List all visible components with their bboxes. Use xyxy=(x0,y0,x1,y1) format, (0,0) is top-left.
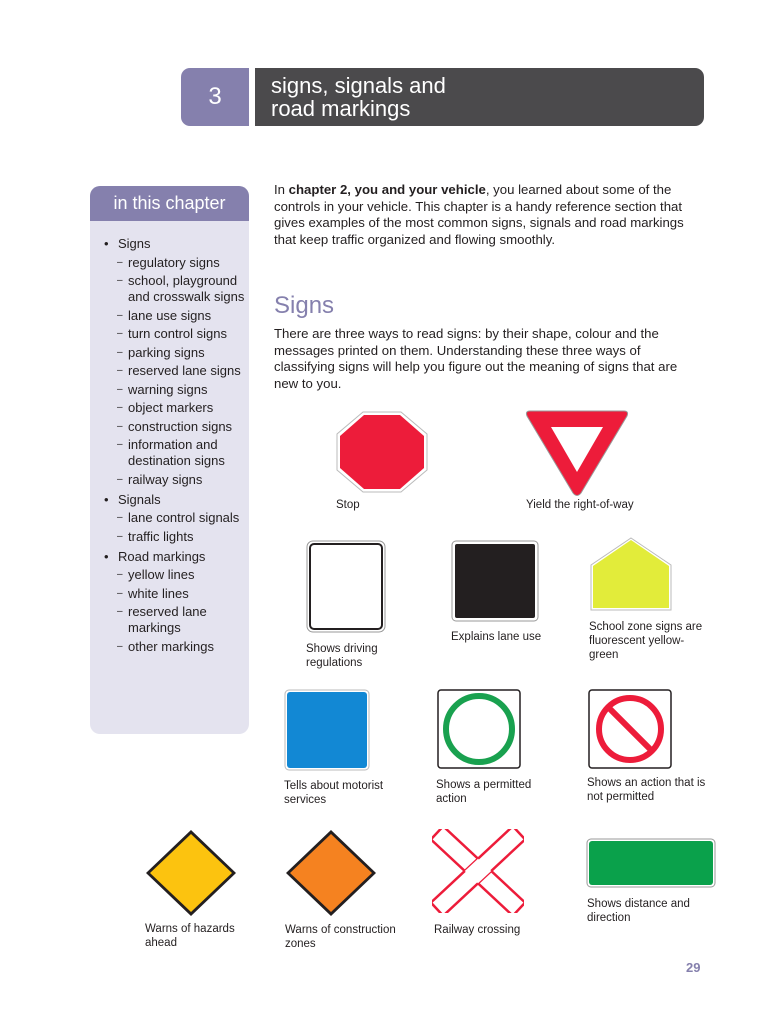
caption-permitted: Shows a permitted action xyxy=(436,779,532,805)
caption-construction: Warns of construction zones xyxy=(285,924,396,950)
caption-hazards: Warns of hazards ahead xyxy=(145,923,235,949)
motorist-services-sign-icon xyxy=(284,689,370,771)
contents-item: – object markers xyxy=(90,400,249,416)
contents-item: – yellow lines xyxy=(90,567,249,583)
contents-section: • Signals xyxy=(90,492,249,508)
page-number: 29 xyxy=(686,960,701,975)
contents-section: • Road markings xyxy=(90,549,249,565)
contents-section: • Signs xyxy=(90,236,249,252)
permitted-action-sign-icon xyxy=(437,689,521,769)
chapter-title-bar xyxy=(255,68,704,126)
caption-lane-use: Explains lane use xyxy=(451,631,542,643)
intro-paragraph xyxy=(274,182,694,248)
school-zone-sign-icon xyxy=(590,537,672,611)
chapter-contents-sidebar xyxy=(90,186,249,734)
contents-item: – school, playground and crosswalk signs xyxy=(90,273,249,305)
contents-item: – warning signs xyxy=(90,382,249,398)
lane-use-sign-icon xyxy=(451,540,539,622)
intro-chapter-ref: chapter 2, you and your vehicle xyxy=(288,182,486,197)
intro-rest: , you learned about some of the controls in your vehicle. This chapter is a handy reference section that gives examples of the most common signs, signals and road markings that keep traffic organized and flowing smoothly. xyxy=(274,182,684,247)
guide-sign-icon xyxy=(586,838,716,888)
caption-not-permitted: Shows an action that is not permitted xyxy=(587,777,706,803)
railway-crossing-sign-icon xyxy=(432,829,524,913)
contents-item: – turn control signs xyxy=(90,326,249,342)
caption-railway: Railway crossing xyxy=(434,924,521,936)
hazard-warning-sign-icon xyxy=(145,829,237,917)
contents-item: – railway signs xyxy=(90,472,249,488)
contents-item: – parking signs xyxy=(90,345,249,361)
contents-item: – regulatory signs xyxy=(90,255,249,271)
caption-regulatory: Shows driving regulations xyxy=(306,643,378,669)
yield-sign-icon xyxy=(525,410,629,496)
not-permitted-sign-icon xyxy=(588,689,672,769)
signs-paragraph: There are three ways to read signs: by their shape, colour and the messages printed on them. Understanding these three ways of classifying signs will help you figure out the meaning of signs that are new to you. xyxy=(274,326,678,391)
contents-item: – lane use signs xyxy=(90,308,249,324)
construction-sign-icon xyxy=(285,829,377,917)
caption-services: Tells about motorist services xyxy=(284,780,384,806)
regulatory-sign-icon xyxy=(306,540,386,633)
stop-sign-icon xyxy=(336,411,428,493)
chapter-number-tab xyxy=(181,68,249,126)
contents-item: – other markings xyxy=(90,639,249,655)
contents-item: – lane control signals xyxy=(90,510,249,526)
contents-list xyxy=(90,232,249,655)
caption-stop: Stop xyxy=(336,499,360,511)
contents-item: – reserved lane signs xyxy=(90,363,249,379)
intro-lead: In xyxy=(274,182,289,197)
chapter-title-line2: road markings xyxy=(271,96,411,121)
contents-item: – white lines xyxy=(90,586,249,602)
section-heading-signs: Signs xyxy=(274,292,335,319)
caption-distance: Shows distance and direction xyxy=(587,898,690,924)
contents-item: – reserved lane markings xyxy=(90,604,249,636)
contents-item: – information and destination signs xyxy=(90,437,249,469)
chapter-title xyxy=(271,74,446,120)
caption-school: School zone signs are fluorescent yellow-green xyxy=(589,621,703,661)
sidebar-heading: in this chapter xyxy=(90,186,249,221)
contents-item: – traffic lights xyxy=(90,529,249,545)
contents-item: – construction signs xyxy=(90,419,249,435)
chapter-title-line1: signs, signals and xyxy=(271,73,446,98)
chapter-number: 3 xyxy=(208,83,222,110)
caption-yield: Yield the right-of-way xyxy=(526,499,634,511)
